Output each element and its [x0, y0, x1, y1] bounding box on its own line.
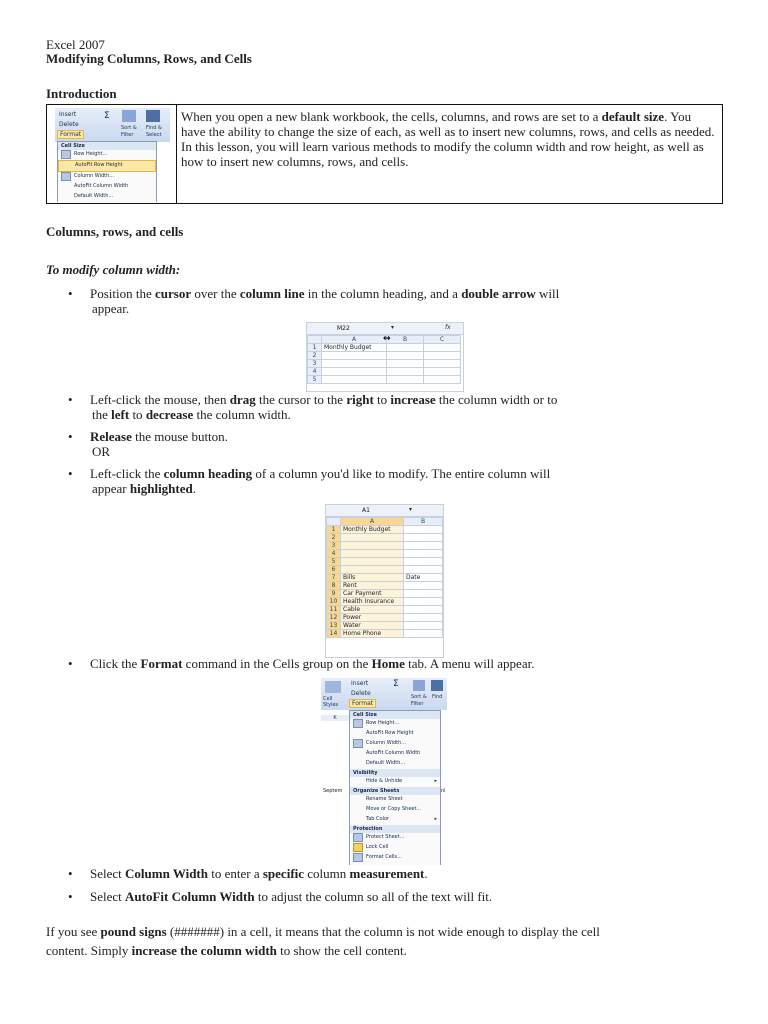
col-header-a: A	[322, 336, 387, 344]
ribbon-format-label: Format	[57, 130, 84, 139]
cell-column-a	[341, 550, 404, 558]
cell-column-b	[404, 614, 443, 622]
row-header: 8	[327, 582, 341, 590]
cell-column-b	[404, 534, 443, 542]
ribbon-delete-label: Delete	[59, 121, 79, 128]
col-header-k: K	[321, 715, 349, 721]
bullet-dot: •	[68, 429, 73, 444]
bullet-2-text: Left-click the mouse, then drag the cursor to the right to increase the column width or to the left to decrease the column width.	[90, 392, 558, 422]
bullet-6-text: Select Column Width to enter a specific column measurement.	[90, 866, 428, 881]
format-dropdown-menu	[57, 141, 157, 202]
cell-column-a: Bills	[341, 574, 404, 582]
cell-column-b	[404, 606, 443, 614]
intro-paragraph: When you open a new blank workbook, the cells, columns, and rows are set to a default size. You have the ability to change the size of each, as well as to insert new columns, rows, and cells as needed. In this lesson, you will learn various methods to modify the column width and row height, as well as how to insert new columns, rows, and cells.	[181, 109, 715, 169]
lock-icon	[353, 843, 363, 852]
submenu-arrow-icon: ▸	[434, 816, 437, 822]
col-header-c: C	[424, 336, 461, 344]
name-box: M22	[337, 325, 350, 332]
menu-item-tab-color: Tab Color ▸	[366, 816, 437, 822]
cell-column-a	[341, 534, 404, 542]
row-header: 10	[327, 598, 341, 606]
menu-item-default-width: Default Width...	[366, 760, 406, 766]
cell-column-b	[404, 622, 443, 630]
submenu-arrow-icon: ▸	[434, 778, 437, 784]
find-select-icon	[146, 110, 160, 122]
menu-item-autofit-row: AutoFit Row Height	[366, 730, 414, 736]
cell-column-a	[341, 542, 404, 550]
row-header: 2	[327, 534, 341, 542]
row-header: 12	[327, 614, 341, 622]
ribbon-insert-label: Insert	[351, 680, 369, 687]
menu-section-cell-size: Cell Size	[350, 711, 440, 719]
row-header: 5	[327, 558, 341, 566]
menu-item-column-width: Column Width...	[58, 172, 156, 182]
col-header-b: B	[387, 336, 424, 344]
bullet-dot: •	[68, 466, 73, 481]
row-header: 1	[327, 526, 341, 534]
name-box: A1	[362, 507, 370, 514]
menu-item-row-height: Row Height...	[58, 150, 156, 160]
col-header-a-selected: A	[341, 518, 404, 526]
ribbon-sort-label: Sort &	[121, 125, 137, 131]
menu-item-hide-unhide: Hide & Unhide ▸	[366, 778, 437, 784]
bullet-dot: •	[68, 392, 73, 407]
row-header: 6	[327, 566, 341, 574]
ribbon-cell-styles-label: Cell Styles	[323, 696, 339, 708]
format-menu-screenshot-small	[55, 108, 170, 202]
cell-column-a: Water	[341, 622, 404, 630]
cell-a1: Monthly Budget	[322, 344, 387, 352]
formula-fx-icon: fx	[445, 324, 451, 331]
bullet-dot: •	[68, 889, 73, 904]
menu-item-autofit-column: AutoFit Column Width	[74, 183, 129, 189]
highlighted-column-screenshot	[325, 504, 444, 658]
ribbon-delete-label: Delete	[351, 690, 371, 697]
bullet-5-text: Click the Format command in the Cells group on the Home tab. A menu will appear.	[90, 656, 535, 671]
menu-item-move-copy: Move or Copy Sheet...	[366, 806, 422, 812]
closing-paragraph: If you see pound signs (#######) in a cell, it means that the column is not wide enough to display the cell content. Simply increase the column width to show the cell content.	[46, 924, 600, 958]
cell-styles-icon	[325, 681, 341, 693]
bullet-1-text: Position the cursor over the column line in the column heading, and a double arrow will appear.	[90, 286, 560, 316]
format-dropdown-menu	[349, 710, 441, 865]
bullet-4-text: Left-click the column heading of a column you'd like to modify. The entire column will appear highlighted.	[90, 466, 551, 496]
sort-filter-icon	[413, 680, 425, 691]
lesson-title: Modifying Columns, Rows, and Cells	[46, 51, 252, 66]
cell-septem: Septem	[323, 788, 343, 794]
menu-section-organize-sheets: Organize Sheets	[350, 787, 440, 795]
cell-column-b	[404, 558, 443, 566]
menu-item-format-cells: Format Cells...	[350, 853, 440, 863]
row-header: 9	[327, 590, 341, 598]
bullet-7-text: Select AutoFit Column Width to adjust the column so all of the text will fit.	[90, 889, 493, 904]
cell-column-b	[404, 526, 443, 534]
ribbon-filter-label: Filter	[411, 701, 424, 707]
bullet-dot: •	[68, 286, 73, 301]
ribbon-format-label: Format	[349, 699, 376, 708]
menu-section-protection: Protection	[350, 825, 440, 833]
section-introduction: Introduction	[46, 86, 117, 101]
sum-icon: Σ	[104, 111, 110, 121]
menu-item-protect-sheet: Protect Sheet...	[350, 833, 440, 843]
menu-item-rename-sheet: Rename Sheet	[366, 796, 403, 802]
format-menu-screenshot-full	[321, 678, 447, 865]
subheading-modify-width: To modify column width:	[46, 262, 181, 277]
bullet-dot: •	[68, 866, 73, 881]
bullet-dot: •	[68, 656, 73, 671]
ribbon-find-label: Find	[432, 694, 443, 700]
col-header-b: B	[404, 518, 443, 526]
ribbon-find-label: Find &	[146, 125, 162, 131]
ribbon-select-label: Select	[146, 132, 162, 138]
sum-icon: Σ	[393, 679, 399, 689]
menu-section-visibility: Visibility	[350, 769, 440, 777]
cell-column-b	[404, 590, 443, 598]
cell-column-a: Power	[341, 614, 404, 622]
double-arrow-cursor-icon: ↔	[383, 334, 391, 344]
cell-column-a	[341, 558, 404, 566]
row-height-icon	[353, 719, 363, 728]
ribbon-filter-label: Filter	[121, 132, 134, 138]
menu-item-autofit-row: AutoFit Row Height	[58, 160, 156, 172]
cell-column-b	[404, 598, 443, 606]
cell-nl: nl	[441, 788, 446, 794]
protect-sheet-icon	[353, 833, 363, 842]
cell-column-b	[404, 582, 443, 590]
cell-column-a: Cable	[341, 606, 404, 614]
column-line-screenshot: M22 ▾ fx A B C 1 Monthly Budget 2 3 4 5 ↔	[306, 322, 464, 392]
row-header: 14	[327, 630, 341, 638]
cell-column-b	[404, 542, 443, 550]
cell-column-a: Monthly Budget	[341, 526, 404, 534]
cell-column-a: Home Phone	[341, 630, 404, 638]
row-header: 3	[327, 542, 341, 550]
ribbon-sort-label: Sort &	[411, 694, 427, 700]
cell-column-b	[404, 550, 443, 558]
row-header: 4	[327, 550, 341, 558]
dropdown-arrow-icon: ▾	[409, 506, 413, 513]
bullet-3-text: Release the mouse button. OR	[90, 429, 228, 459]
cell-column-b	[404, 566, 443, 574]
ribbon-insert-label: Insert	[59, 111, 77, 118]
cell-column-b	[404, 630, 443, 638]
menu-item-autofit-column: AutoFit Column Width	[366, 750, 421, 756]
row-header: 13	[327, 622, 341, 630]
menu-item-lock-cell: Lock Cell	[350, 843, 440, 853]
menu-item-row-height: Row Height...	[350, 719, 440, 729]
menu-item-default-width: Default Width...	[74, 193, 114, 199]
app-title: Excel 2007	[46, 37, 105, 52]
column-width-icon	[61, 172, 71, 181]
format-cells-icon	[353, 853, 363, 862]
column-width-icon	[353, 739, 363, 748]
row-header: 7	[327, 574, 341, 582]
cell-column-a: Health Insurance	[341, 598, 404, 606]
menu-item-column-width: Column Width...	[350, 739, 440, 749]
find-select-icon	[431, 680, 443, 691]
sort-filter-icon	[122, 110, 136, 122]
cell-column-a: Rent	[341, 582, 404, 590]
section-columns-rows-cells: Columns, rows, and cells	[46, 224, 184, 239]
cell-column-a: Car Payment	[341, 590, 404, 598]
cell-column-b: Date	[404, 574, 443, 582]
row-header: 11	[327, 606, 341, 614]
dropdown-arrow-icon: ▾	[391, 324, 395, 331]
menu-section-cell-size: Cell Size	[58, 142, 156, 150]
row-height-icon	[61, 150, 71, 159]
cell-column-a	[341, 566, 404, 574]
